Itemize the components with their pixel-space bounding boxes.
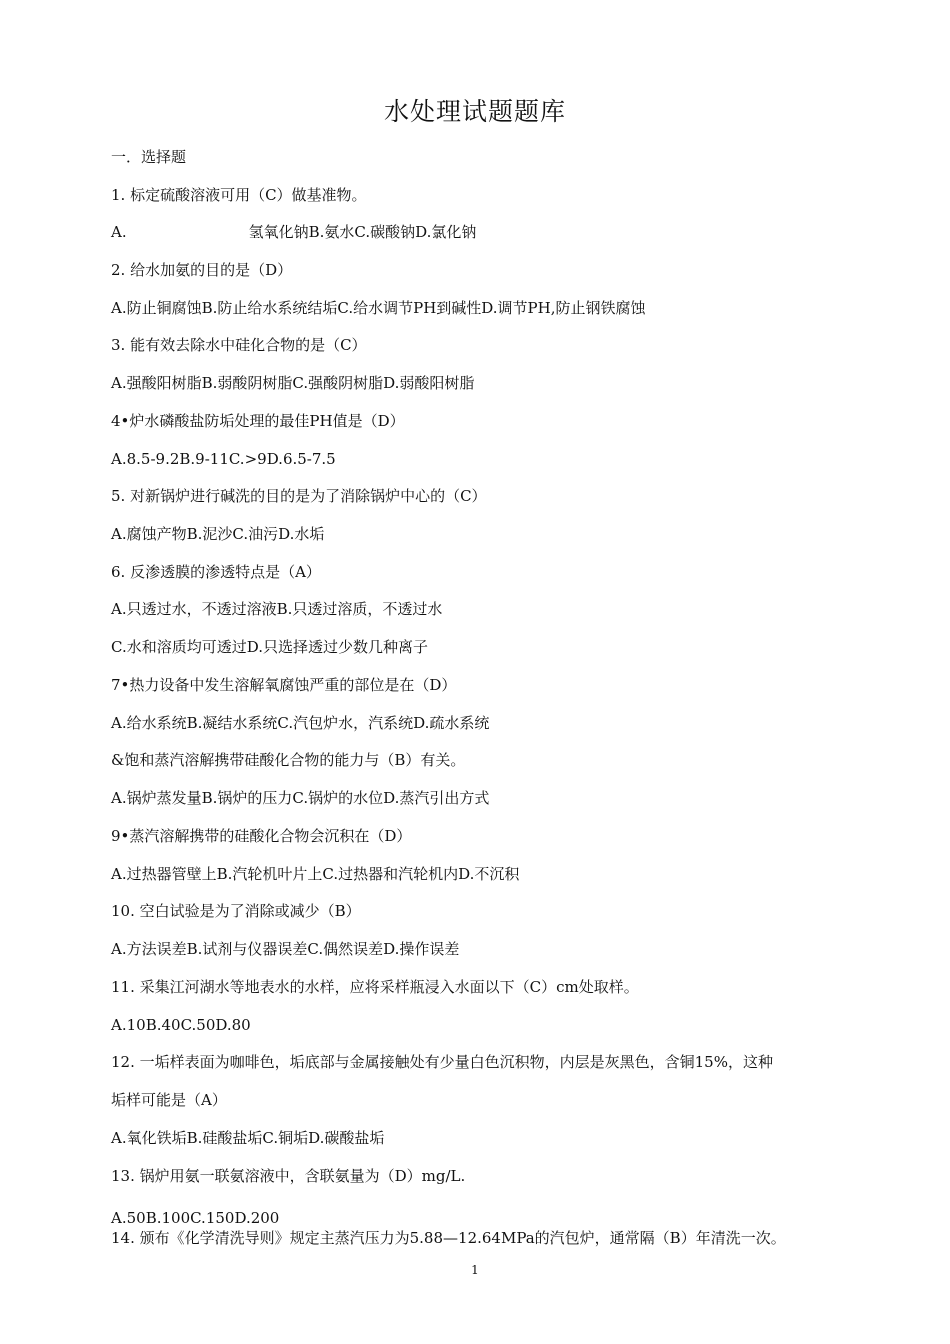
question-12: 12. 一垢样表面为咖啡色，垢底部与金属接触处有少量白色沉积物，内层是灰黑色，含铜15%，这种 (111, 1053, 773, 1071)
question-12-options: A.氧化铁垢B.硅酸盐垢C.铜垢D.碳酸盐垢 (111, 1129, 385, 1147)
question-14: 14. 颁布《化学清洗导则》规定主蒸汽压力为5.88—12.64MPa的汽包炉，通常隔（B）年清洗一次。 (111, 1229, 786, 1247)
question-8: &饱和蒸汽溶解携带硅酸化合物的能力与（B）有关。 (111, 751, 466, 769)
page-number: 1 (471, 1263, 479, 1277)
question-7: 7•热力设备中发生溶解氧腐蚀严重的部位是在（D） (111, 676, 457, 694)
question-7-options: A.给水系统B.凝结水系统C.汽包炉水，汽系统D.疏水系统 (111, 714, 490, 732)
question-6-options-2: C.水和溶质均可透过D.只选择透过少数几种离子 (111, 638, 428, 656)
question-11: 11. 采集江河湖水等地表水的水样，应将采样瓶浸入水面以下（C）cm处取样。 (111, 978, 639, 996)
question-9: 9•蒸汽溶解携带的硅酸化合物会沉积在（D） (111, 827, 412, 845)
question-5: 5. 对新锅炉进行碱洗的目的是为了消除锅炉中心的（C） (111, 487, 487, 505)
option-label: A. (111, 223, 127, 241)
question-2: 2. 给水加氨的目的是（D） (111, 261, 293, 279)
question-6: 6. 反渗透膜的渗透特点是（A） (111, 563, 321, 581)
question-1: 1. 标定硫酸溶液可用（C）做基准物。 (111, 186, 367, 204)
section-heading: 一．选择题 (111, 148, 187, 166)
question-4: 4•炉水磷酸盐防垢处理的最佳PH值是（D） (111, 412, 405, 430)
question-10-options: A.方法误差B.试剂与仪器误差C.偶然误差D.操作误差 (111, 940, 460, 958)
document-title: 水处理试题题库 (383, 97, 566, 126)
question-3-options: A.强酸阳树脂B.弱酸阴树脂C.强酸阴树脂D.弱酸阳树脂 (111, 374, 475, 392)
question-5-options: A.腐蚀产物B.泥沙C.油污D.水垢 (111, 525, 325, 543)
question-13: 13. 锅炉用氨一联氨溶液中，含联氨量为（D）mg/L. (111, 1167, 466, 1185)
option-text: 氢氧化钠B.氨水C.碳酸钠D.氯化钠 (248, 223, 477, 241)
question-6-options-1: A.只透过水，不透过溶液B.只透过溶质，不透过水 (111, 600, 443, 618)
question-2-options: A.防止铜腐蚀B.防止给水系统结垢C.给水调节PH到碱性D.调节PH,防止钢铁腐蚀 (111, 299, 646, 317)
question-13-options: A.50B.100C.150D.200 (111, 1209, 280, 1227)
question-9-options: A.过热器管壁上B.汽轮机叶片上C.过热器和汽轮机内D.不沉积 (111, 865, 520, 883)
question-4-options: A.8.5-9.2B.9-11C.>9D.6.5-7.5 (111, 450, 336, 468)
question-12-cont: 垢样可能是（A） (111, 1091, 227, 1109)
question-11-options: A.10B.40C.50D.80 (111, 1016, 251, 1034)
question-10: 10. 空白试验是为了消除或减少（B） (111, 902, 361, 920)
question-1-options (111, 222, 920, 242)
question-3: 3. 能有效去除水中硅化合物的是（C） (111, 336, 367, 354)
question-8-options: A.锅炉蒸发量B.锅炉的压力C.锅炉的水位D.蒸汽引出方式 (111, 789, 490, 807)
